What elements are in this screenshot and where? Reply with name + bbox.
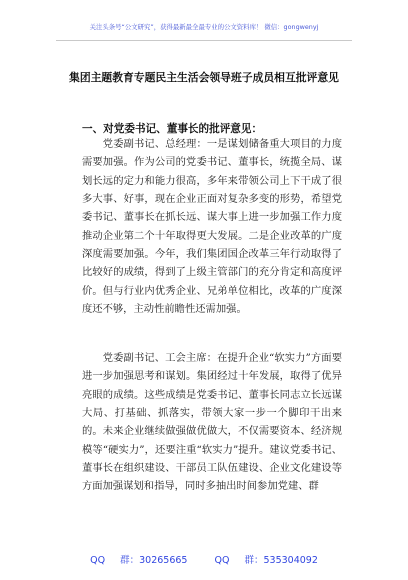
footer-qq-groups: [0, 552, 408, 566]
section-heading: 一、对党委书记、董事长的批评意见：: [82, 123, 263, 135]
paragraph-2: 党委副书记、工会主席：在提升企业“软实力”方面要进一步加强思考和谋划。集团经过十年发展，取得了优异亮眼的成绩。这些成绩是党委书记、董事长同志立长远谋大局、打基础、抓落实，带领大家一步一个脚印干出来的。未来企业继续做强做优做大，不仅需要资本、经济规模等“硬实力”，还要注重“软实力”提升。建议党委书记、董事长在组织建设、干部员工队伍建设、企业文化建设等方面加强谋划和指导，同时多抽出时间参加党建、群: [82, 352, 342, 493]
paragraph-1: 党委副书记、总经理：一是谋划储备重大项目的力度需要加强。作为公司的党委书记、董事长，统揽全局、谋划长远的定力和能力很高，多年来带领公司上下干成了很多大事、好事，现在企业正面对复杂多变的形势，希望党委书记、董事长在抓长远、谋大事上进一步加强工作力度推动企业第二个十年取得更大发展。二是企业改革的广度深度需要加强。今年，我们集团国企改革三年行动取得了比较好的成绩，得到了上级主管部门的充分肯定和高度评价。但与行业内优秀企业、兄弟单位相比，改革的广度深度还不够，主动性前瞻性还需加强。: [82, 138, 342, 316]
footer-qq-1: QQ 群：30265665: [90, 555, 188, 566]
header-note: 关注头条号“公文研究”，获得最新最全最专业的公文资料库！ 微信：gongwenyj: [89, 23, 319, 31]
header-divider: [56, 40, 352, 41]
footer-qq-2: QQ 群：535304092: [214, 555, 318, 566]
document-title: 集团主题教育专题民主生活会领导班子成员相互批评意见: [69, 71, 339, 84]
